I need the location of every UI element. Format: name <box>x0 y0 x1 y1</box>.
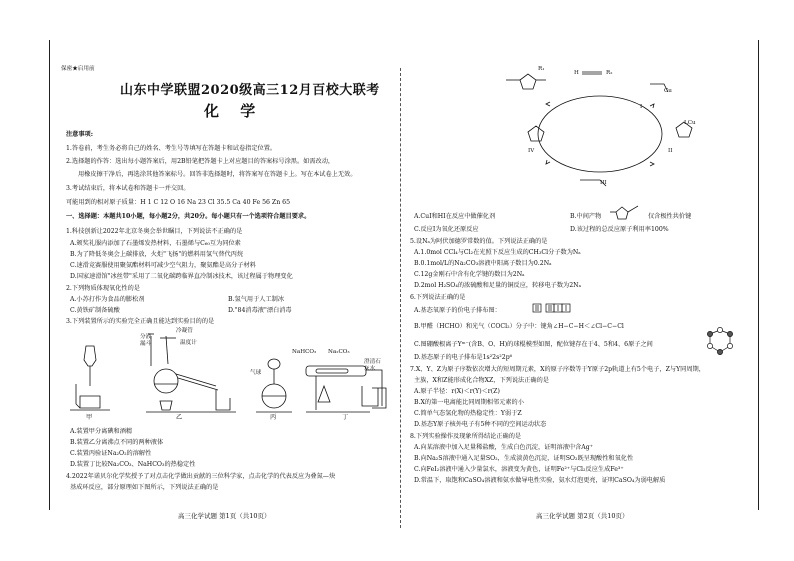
q7-option-d: D.基态Y原子核外电子有5种不同的空间运动状态 <box>414 421 547 428</box>
q6-option-a: A.基态氧原子的价电子排布图： <box>414 307 501 314</box>
apparatus-jia <box>70 346 110 410</box>
q8-stem: 8.下列实验操作及现象所得结论正确的是 <box>410 433 522 440</box>
q2-option-b: B.氢气用于人工制冰 <box>228 296 285 303</box>
note-item: 3.考试结束后，将本试卷和答题卡一并交回。 <box>66 185 190 192</box>
q1-stem: 1.科技创新让2022年北京冬奥会举世瞩目，下列说法不正确的是 <box>66 228 243 235</box>
orbital-diagram <box>532 298 578 314</box>
q2-stem: 2.下列物质体现氧化性的是 <box>66 285 140 292</box>
label-ding: 丁 <box>342 414 349 421</box>
label-thermometer: 温度计 <box>180 340 197 346</box>
q5-stem: 5.设Nₐ为阿伏加德罗常数的值。下列说法正确的是 <box>410 238 548 245</box>
q3-option-d: D.装置丁比较Na₂CO₃、NaHCO₃的热稳定性 <box>70 461 196 468</box>
footer-left: 高三化学试题 第1页（共10页） <box>178 512 271 520</box>
apparatus-bing <box>256 359 292 412</box>
cycle-label-h: H <box>574 70 579 76</box>
q6-stem: 6.下列说法正确的是 <box>410 294 466 301</box>
q2-option-a: A.小苏打作为食品的膨松剂 <box>70 296 145 303</box>
label-limewater: 澄清石灰水 <box>364 359 381 372</box>
q3-stem: 3.下列装置所示的实验完全正确且能达到实验目的的是 <box>66 318 215 325</box>
q8-option-b: B.向Na₂S溶液中通入足量SO₂，生成淡黄色沉淀，证明SO₂既呈现酸性和氧化性 <box>414 455 634 462</box>
q4-option-b: B.中间产物 <box>570 213 602 220</box>
cycle-label-cu: Cu <box>664 88 672 94</box>
q4-stem: 4.2022年诺贝尔化学奖授予了对点击化学做出贡献的三位科学家，点击化学的代表反应为叠氮—炔 <box>66 473 336 480</box>
exam-title: 山东中学联盟2020级高三12月百校大联考 <box>120 83 380 98</box>
q7-option-a: A.原子半径：r(X)＜r(Y)＜r(Z) <box>414 388 500 395</box>
q4-option-b-tail: 仅含极性共价键 <box>648 213 692 220</box>
q7-option-c: C.简单气态氢化物的热稳定性：Y弱于Z <box>414 410 522 417</box>
q3-option-b: B.装置乙分离沸点不同的两种液体 <box>70 439 164 446</box>
label-balloon: 气球 <box>250 370 262 376</box>
q4-option-c: C.反应I为氧化还原反应 <box>414 226 479 233</box>
q5-option-c: C.12g金刚石中含有化学键的数目为2Nₐ <box>414 271 525 278</box>
cycle-label-i: I <box>640 104 643 110</box>
section-heading: 一、选择题：本题共10小题，每小题2分，共20分。每小题只有一个选项符合题目要求。 <box>66 213 311 220</box>
note-item: 用橡皮擦干净后，再选涂其他答案标号。回答非选择题时，将答案写在答题卡上。写在本试卷上无效。 <box>78 171 357 178</box>
atomic-mass-line: 可能用到的相对原子质量：H 1 C 12 O 16 Na 23 Cl 35.5 Ca 40 Fe 56 Zn 65 <box>66 199 291 206</box>
q6-option-c: C.图硼酸根离子Yᵐ⁻(含B、O、H)的球棍模型如图，配位键存在于4、5和4、6原子之间 <box>414 341 653 348</box>
q7-option-b: B.X的第一电离能比同周期相邻元素的小 <box>414 399 524 406</box>
q8-option-a: A.向某溶液中加入足量稀盐酸，生成白色沉淀，证明溶液中含Ag⁺ <box>414 444 594 451</box>
q2-option-d: D."84消毒液"漂白消毒 <box>228 307 292 314</box>
catalytic-cycle-figure <box>500 62 700 197</box>
q4-stem-cont: 基成环反应，部分原理如下图所示，下列说法正确的是 <box>70 484 219 491</box>
q3-option-a: A.装置甲分离碘和酒精 <box>70 428 133 435</box>
label-yi: 乙 <box>176 414 183 421</box>
cycle-label-iv: IV <box>528 148 535 154</box>
q6-option-b: B.甲醛（HCHO）和光气（COCl₂）分子中：键角∠H−C−H＜∠Cl−C−Cl <box>414 323 624 330</box>
cycle-label-ii: II <box>668 148 673 154</box>
left-margin-line <box>49 40 50 510</box>
intermediate-structure <box>606 200 646 224</box>
q1-option-b: B.为了降低冬奥会上碳排放，火炬"飞扬"的燃料用氢气替代丙烷 <box>70 251 244 258</box>
footer-right: 高三化学试题 第2页（共10页） <box>536 512 629 520</box>
borate-ball-stick-model <box>700 326 740 360</box>
cycle-label-iii: III <box>600 180 607 186</box>
page-divider <box>400 68 401 528</box>
q1-option-d: D.国家速滑馆"冰丝带"采用了二氧化碳跨临界直冷制冰技术，该过程属于物理变化 <box>70 273 293 280</box>
q7-stem: 7.X、Y、Z为原子序数依次增大的短周期元素，X的原子序数等于Y原子2p轨道上有5个电子，Z与Y同周期， <box>410 366 705 373</box>
label-funnel: 分液漏斗 <box>140 334 152 347</box>
label-nahco3: NaHCO₃ <box>292 349 317 355</box>
cycle-label-r2: R₂ <box>606 70 613 76</box>
note-item: 1.答卷前，考生务必将自己的姓名、考生号等填写在答题卡和试卷指定位置。 <box>66 145 277 152</box>
q7-stem-cont: 主族，X和Z能形成化合物XZ，下列说法正确的是 <box>414 377 549 384</box>
label-jia: 甲 <box>86 414 93 421</box>
q8-option-c: C.向FeI₂溶液中通入少量氯水，溶液变为黄色，证明Fe²⁺与Cl₂反应生成Fe³⁺ <box>414 466 624 473</box>
label-bing: 丙 <box>270 414 277 421</box>
cycle-label-lcu: LCu <box>684 120 696 126</box>
exam-subject: 化 学 <box>204 102 264 120</box>
q5-option-b: B.0.1mol/L的Na₂CO₃溶液中阳离子数目为0.2Nₐ <box>414 260 552 267</box>
note-item: 2.选择题的作答：选出每小题答案后，用2B铅笔把答题卡上对应题目的答案标号涂黑。如需改动， <box>66 158 335 165</box>
right-margin-line <box>758 40 759 510</box>
label-na2co3: Na₂CO₃ <box>328 349 350 355</box>
cycle-label-r1: R₁ <box>538 66 545 72</box>
label-condenser: 冷凝管 <box>176 328 193 334</box>
notes-heading: 注意事项: <box>66 131 94 138</box>
q3-option-c: C.装置丙验证Na₂O₂的溶解性 <box>70 450 152 457</box>
q8-option-d: D.常温下，取饱和CaSO₄溶液和氨水做导电性实验，氨水灯泡更亮，证明CaSO₄为弱电解质 <box>414 477 666 484</box>
q4-option-d: D.该过程的总反应原子利用率100% <box>570 226 669 233</box>
q1-option-a: A.颁奖礼服内添加了石墨烯发热材料，石墨烯与C₆₀互为同位素 <box>70 240 241 247</box>
q6-option-d: D.基态原子的电子排布是1s²2s²2p⁶ <box>414 354 513 361</box>
q4-option-a: A.CuI和HI在反应中做催化剂 <box>414 213 496 220</box>
q3-apparatus-figure <box>66 326 396 426</box>
q5-option-a: A.1.0mol CCl₄与Cl₂在光照下反应生成的CH₃Cl分子数为Nₐ <box>414 249 581 256</box>
q5-option-d: D.2mol H₂SO₄的浓硫酸和足量的铜反应，转移电子数为2Nₐ <box>414 282 581 289</box>
q1-option-c: C.速滑竞赛服使用聚氨酯材料可减少空气阻力，聚氨酯是高分子材料 <box>70 262 256 269</box>
q2-option-c: C.黄铁矿制备硫酸 <box>70 307 120 314</box>
secret-label: 保密★启用前 <box>61 66 95 72</box>
